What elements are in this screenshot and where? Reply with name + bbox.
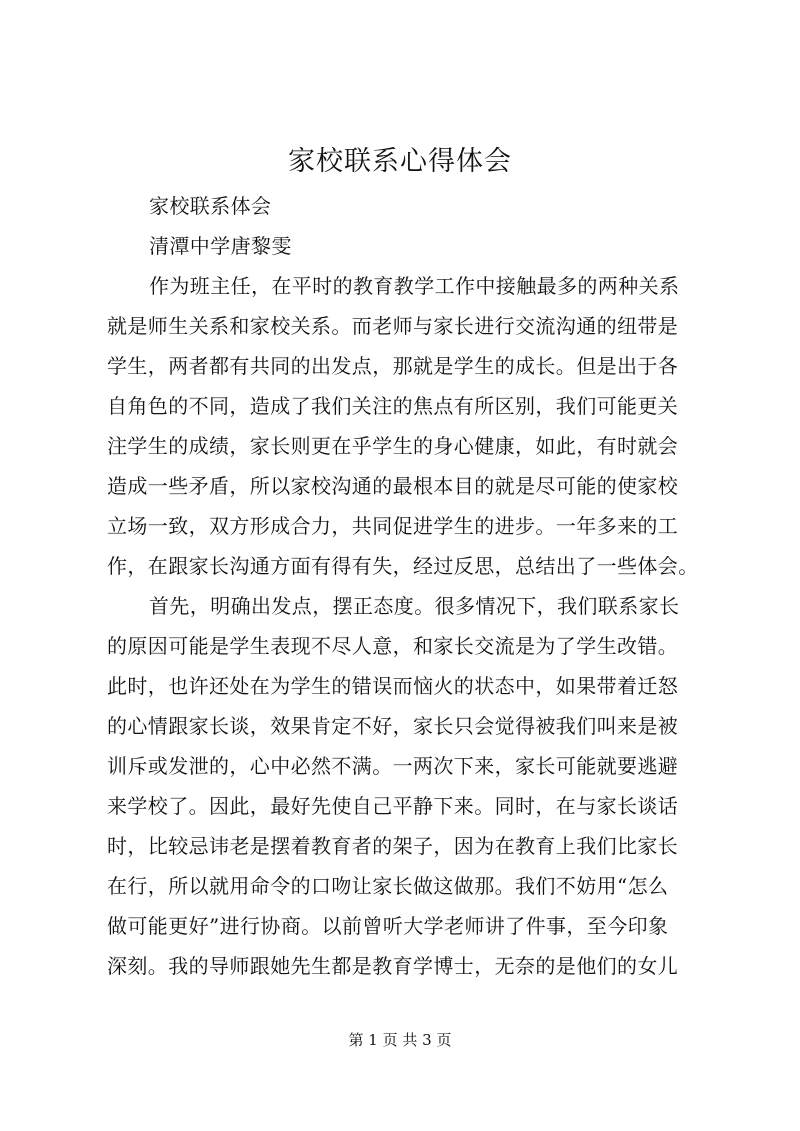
paragraph-line: 作为班主任，在平时的教育教学工作中接触最多的两种关系 — [149, 274, 680, 298]
page-number-footer: 第 1 页 共 3 页 — [348, 1031, 452, 1049]
paragraph-line: 训斥或发泄的，心中必然不满。一两次下来，家长可能就要逃避 — [107, 754, 679, 778]
paragraph-line: 此时，也许还处在为学生的错误而恼火的状态中，如果带着迁怒 — [107, 674, 679, 698]
paragraph-line: 作，在跟家长沟通方面有得有失，经过反思，总结出了一些体会。 — [107, 554, 699, 578]
paragraph-line: 就是师生关系和家校关系。而老师与家长进行交流沟通的纽带是 — [107, 314, 679, 338]
paragraph-line: 的心情跟家长谈，效果肯定不好，家长只会觉得被我们叫来是被 — [107, 714, 679, 738]
document-body — [107, 186, 707, 986]
paragraph-line: 的原因可能是学生表现不尽人意，和家长交流是为了学生改错。 — [107, 634, 679, 658]
paragraph-line: 深刻。我的导师跟她先生都是教育学博士，无奈的是他们的女儿 — [107, 954, 679, 978]
paragraph-line: 做可能更好”进行协商。以前曾听大学老师讲了件事，至今印象 — [107, 914, 669, 938]
paragraph-line: 来学校了。因此，最好先使自己平静下来。同时，在与家长谈话 — [107, 794, 679, 818]
paragraph-line: 造成一些矛盾，所以家校沟通的最根本目的就是尽可能的使家校 — [107, 474, 679, 498]
subtitle-line: 家校联系体会 — [149, 194, 272, 218]
paragraph-line: 立场一致，双方形成合力，共同促进学生的进步。一年多来的工 — [107, 514, 679, 538]
paragraph-line: 时，比较忌讳老是摆着教育者的架子，因为在教育上我们比家长 — [107, 834, 679, 858]
paragraph-line: 自角色的不同，造成了我们关注的焦点有所区别，我们可能更关 — [107, 394, 679, 418]
author-line: 清潭中学唐黎雯 — [149, 234, 292, 258]
paragraph-line: 在行，所以就用命令的口吻让家长做这做那。我们不妨用“怎么 — [107, 874, 669, 898]
paragraph-line: 注学生的成绩，家长则更在乎学生的身心健康，如此，有时就会 — [107, 434, 679, 458]
document-title: 家校联系心得体会 — [288, 146, 512, 177]
paragraph-line: 首先，明确出发点，摆正态度。很多情况下，我们联系家长 — [149, 594, 680, 618]
paragraph-line: 学生，两者都有共同的出发点，那就是学生的成长。但是出于各 — [107, 354, 679, 378]
